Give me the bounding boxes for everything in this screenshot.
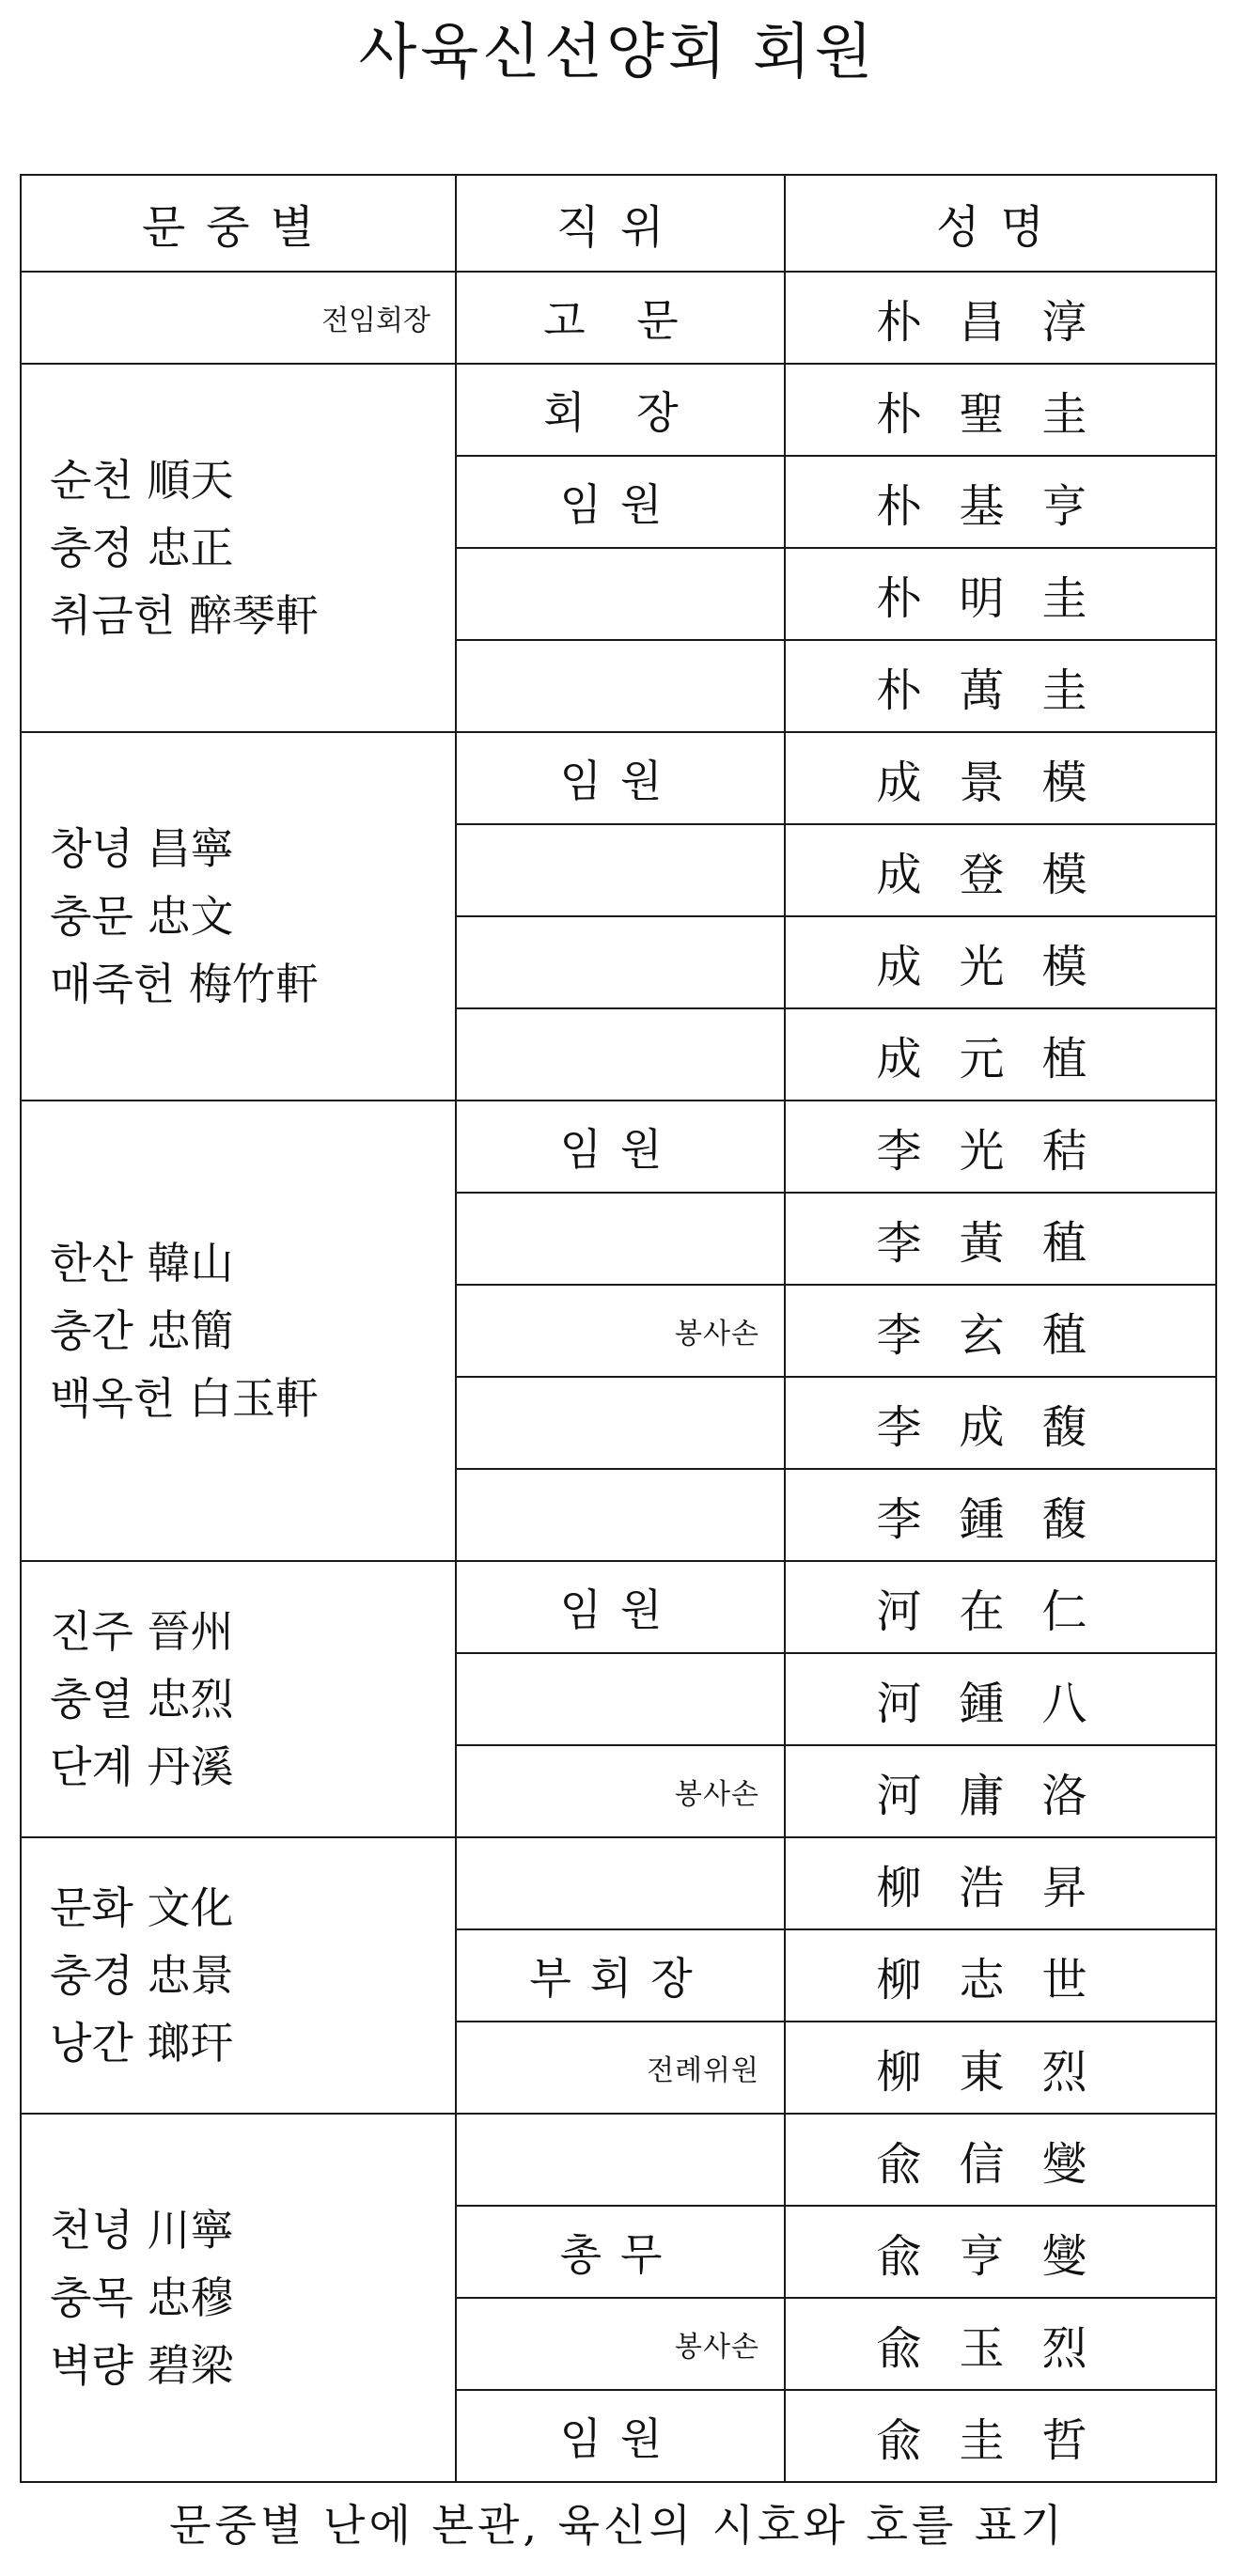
position-cell: 부회장 xyxy=(456,1929,785,2022)
position-cell xyxy=(456,824,785,916)
position-cell: 봉사손 xyxy=(456,1285,785,1377)
table-row xyxy=(21,1837,1216,1929)
member-name-cell: 朴基亨 xyxy=(785,456,1216,548)
clan-line: 충간 忠簡 xyxy=(50,1305,234,1356)
table-row xyxy=(21,364,1216,456)
member-name-cell: 河在仁 xyxy=(785,1561,1216,1653)
position-cell: 고 문 xyxy=(456,272,785,364)
clan-cell xyxy=(21,2114,456,2482)
member-name-cell: 李玄稙 xyxy=(785,1285,1216,1377)
position-cell xyxy=(456,1837,785,1929)
clan-note-cell: 전임회장 xyxy=(21,272,456,364)
member-name-cell: 李成馥 xyxy=(785,1377,1216,1469)
member-name-cell: 成光模 xyxy=(785,916,1216,1008)
member-name-cell: 柳志世 xyxy=(785,1929,1216,2022)
member-name-cell: 李黃稙 xyxy=(785,1193,1216,1285)
clan-line: 낭간 瑯玕 xyxy=(50,2018,234,2069)
clan-line: 순천 順天 xyxy=(50,455,234,506)
position-cell xyxy=(456,1653,785,1745)
clan-line: 단계 丹溪 xyxy=(50,1741,234,1792)
member-name-cell: 成登模 xyxy=(785,824,1216,916)
footnote: 문중별 난에 본관, 육신의 시호와 호를 표기 xyxy=(169,2500,1066,2551)
clan-line: 충경 忠景 xyxy=(50,1950,234,2001)
member-name-cell: 朴聖圭 xyxy=(785,364,1216,456)
position-cell xyxy=(456,548,785,640)
member-name-cell: 柳浩昇 xyxy=(785,1837,1216,1929)
member-name-cell: 朴明圭 xyxy=(785,548,1216,640)
position-cell: 전례위원 xyxy=(456,2022,785,2114)
member-name-cell: 河庸洛 xyxy=(785,1745,1216,1837)
header-position: 직위 xyxy=(456,175,785,272)
header-clan: 문중별 xyxy=(21,175,456,272)
clan-line: 충정 忠正 xyxy=(50,523,234,573)
member-name-cell: 成元植 xyxy=(785,1008,1216,1101)
position-cell xyxy=(456,1008,785,1101)
position-cell: 봉사손 xyxy=(456,2298,785,2390)
clan-line: 충문 忠文 xyxy=(50,891,234,942)
position-cell xyxy=(456,640,785,732)
clan-line: 충열 忠烈 xyxy=(50,1674,234,1725)
position-cell xyxy=(456,2114,785,2206)
member-name-cell: 河鍾八 xyxy=(785,1653,1216,1745)
position-cell: 임원 xyxy=(456,1561,785,1653)
table-header-row xyxy=(21,175,1216,272)
clan-line: 충목 忠穆 xyxy=(50,2272,234,2323)
position-cell: 임원 xyxy=(456,1101,785,1193)
member-name-cell: 李光秸 xyxy=(785,1101,1216,1193)
clan-cell xyxy=(21,1837,456,2114)
position-cell xyxy=(456,1469,785,1561)
clan-line: 창녕 昌寧 xyxy=(50,823,234,874)
position-cell: 임원 xyxy=(456,732,785,824)
position-cell: 회 장 xyxy=(456,364,785,456)
clan-line: 천녕 川寧 xyxy=(50,2205,234,2256)
clan-line: 백옥헌 白玉軒 xyxy=(50,1373,319,1424)
table-row xyxy=(21,2114,1216,2206)
member-name-cell: 朴昌淳 xyxy=(785,272,1216,364)
member-rows xyxy=(21,272,1216,2482)
clan-line: 문화 文化 xyxy=(50,1882,234,1933)
table-row xyxy=(21,1101,1216,1193)
clan-cell xyxy=(21,732,456,1101)
clan-cell xyxy=(21,1101,456,1561)
header-name: 성명 xyxy=(785,175,1216,272)
table-row xyxy=(21,1561,1216,1653)
clan-line: 매죽헌 梅竹軒 xyxy=(50,959,319,1009)
member-name-cell: 兪玉烈 xyxy=(785,2298,1216,2390)
position-cell: 총무 xyxy=(456,2206,785,2298)
member-name-cell: 柳東烈 xyxy=(785,2022,1216,2114)
member-name-cell: 兪亨燮 xyxy=(785,2206,1216,2298)
clan-cell xyxy=(21,1561,456,1837)
position-cell: 봉사손 xyxy=(456,1745,785,1837)
member-table xyxy=(20,174,1217,2483)
position-cell xyxy=(456,1193,785,1285)
table-row xyxy=(21,732,1216,824)
page-title: 사육신선양회 회원 xyxy=(358,18,877,87)
table-row xyxy=(21,272,1216,364)
member-name-cell: 李鍾馥 xyxy=(785,1469,1216,1561)
position-cell: 임원 xyxy=(456,456,785,548)
member-name-cell: 兪圭哲 xyxy=(785,2390,1216,2482)
clan-line: 취금헌 醉琴軒 xyxy=(50,590,319,641)
position-cell xyxy=(456,1377,785,1469)
member-name-cell: 兪信燮 xyxy=(785,2114,1216,2206)
position-cell: 임원 xyxy=(456,2390,785,2482)
clan-line: 진주 晉州 xyxy=(50,1606,234,1657)
position-cell xyxy=(456,916,785,1008)
member-name-cell: 朴萬圭 xyxy=(785,640,1216,732)
clan-line: 한산 韓山 xyxy=(50,1238,234,1288)
member-name-cell: 成景模 xyxy=(785,732,1216,824)
clan-line: 벽량 碧梁 xyxy=(50,2340,234,2391)
clan-cell xyxy=(21,364,456,732)
